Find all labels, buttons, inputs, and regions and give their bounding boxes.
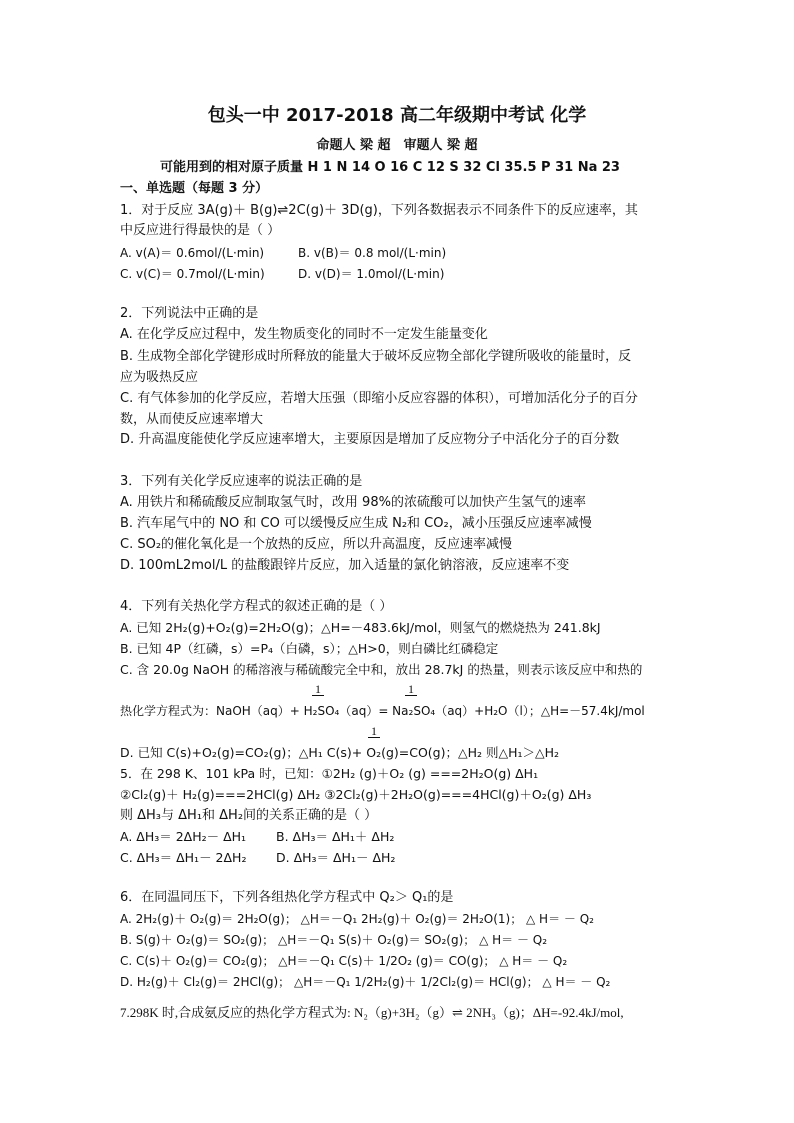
q3-option-c: C. SO₂的催化氧化是一个放热的反应，所以升高温度，反应速率减慢 (120, 537, 513, 552)
q6-option-a: A. 2H₂(g)＋ O₂(g)＝ 2H₂O(g)； △H＝－Q₁ 2H₂(g)＋ O₂(g)＝ 2H₂O(1)； △ H＝ － Q₂ (120, 912, 594, 926)
q2-option-c-line2: 数，从而使反应速率增大 (120, 412, 264, 427)
q1-option-a: A. v(A)＝ 0.6mol/(L·min) (120, 246, 265, 260)
q1-stem-line1: 1．对于反应 3A(g)＋ B(g)⇌2C(g)＋ 3D(g)，下列各数据表示不同条件下的反应速率，其 (120, 203, 638, 218)
q2-option-a: A. 在化学反应过程中，发生物质变化的同时不一定发生能量变化 (120, 327, 488, 342)
q5-option-b: B. ΔH₃＝ ΔH₁＋ ΔH₂ (276, 829, 395, 844)
q6-option-b: B. S(g)＋ O₂(g)＝ SO₂(g)； △H＝－Q₁ S(s)＋ O₂(g)＝ SO₂(g)； △ H＝ － Q₂ (120, 933, 548, 947)
q4-option-d: D. 已知 C(s)+O₂(g)=CO₂(g)；△H₁ C(s)+ O₂(g)=CO(g)；△H₂ 则△H₁＞△H₂ (120, 745, 560, 760)
q4-stem: 4．下列有关热化学方程式的叙述正确的是（ ） (120, 599, 393, 614)
q4-option-c-line1: C. 含 20.0g NaOH 的稀溶液与稀硫酸完全中和，放出 28.7kJ 的热量，则表示该反应中和热的 (120, 662, 643, 677)
q4-option-a: A. 已知 2H₂(g)+O₂(g)=2H₂O(g)；△H=－483.6kJ/mol，则氢气的燃烧热为 241.8kJ (120, 620, 601, 635)
fraction-numerator: 1 (315, 682, 321, 696)
fraction-numerator: 1 (371, 724, 377, 738)
q4-option-b: B. 已知 4P（红磷，s）=P₄（白磷，s）；△H>0，则白磷比红磷稳定 (120, 641, 499, 656)
q6-option-c: C. C(s)＋ O₂(g)＝ CO₂(g)； △H＝－Q₁ C(s)＋ 1/2O₂ (g)＝ CO(g)； △ H＝ － Q₂ (120, 954, 568, 968)
q3-option-a: A. 用铁片和稀硫酸反应制取氢气时，改用 98%的浓硫酸可以加快产生氢气的速率 (120, 495, 586, 510)
q2-option-c-line1: C. 有气体参加的化学反应，若增大压强（即缩小反应容器的体积），可增加活化分子的百分 (120, 391, 638, 406)
fraction-half-1 (312, 683, 324, 696)
authors-line: 命题人 梁 超 审题人 梁 超 (316, 138, 478, 153)
q5-stem2: 则 ΔH₃与 ΔH₁和 ΔH₂间的关系正确的是（ ） (120, 808, 378, 823)
q5-equations: ②Cl₂(g)＋ H₂(g)===2HCl(g) ΔH₂ ③2Cl₂(g)＋2H₂O(g)===4HCl(g)＋O₂(g) ΔH₃ (120, 787, 592, 802)
q6-option-d: D. H₂(g)＋ Cl₂(g)＝ 2HCl(g)； △H＝－Q₁ 1/2H₂(g)＋ 1/2Cl₂(g)＝ HCl(g)； △ H＝ － Q₂ (120, 975, 611, 989)
q3-option-d: D. 100mL2mol/L 的盐酸跟锌片反应，加入适量的氯化钠溶液，反应速率不变 (120, 558, 570, 573)
page-title: 包头一中 2017-2018 高二年级期中考试 化学 (207, 105, 587, 126)
q2-stem: 2．下列说法中正确的是 (120, 306, 259, 321)
q4-option-c-line2: 热化学方程式为：NaOH（aq）+ H₂SO₄（aq）= Na₂SO₄（aq）+H₂O（l）；△H=－57.4kJ/mol (120, 704, 645, 718)
q6-stem: 6．在同温同压下，下列各组热化学方程式中 Q₂＞ Q₁的是 (120, 890, 454, 905)
q3-option-b: B. 汽车尾气中的 NO 和 CO 可以缓慢反应生成 N₂和 CO₂，减小压强反应速率减慢 (120, 516, 592, 531)
q5-stem: 5．在 298 K、101 kPa 时，已知：①2H₂ (g)＋O₂ (g) ===2H₂O(g) ΔH₁ (120, 766, 539, 781)
q5-option-d: D. ΔH₃＝ ΔH₁－ ΔH₂ (276, 850, 396, 865)
q1-stem-line2: 中反应进行得最快的是（ ） (120, 223, 281, 238)
q2-option-b-line1: B. 生成物全部化学键形成时所释放的能量大于破坏反应物全部化学键所吸收的能量时，反 (120, 349, 632, 364)
section-heading: 一、单选题（每题 3 分） (120, 181, 269, 196)
q1-option-c: C. v(C)＝ 0.7mol/(L·min) (120, 267, 265, 281)
q3-stem: 3．下列有关化学反应速率的说法正确的是 (120, 474, 363, 489)
q2-option-d: D. 升高温度能使化学反应速率增大，主要原因是增加了反应物分子中活化分子的百分数 (120, 432, 620, 447)
atomic-masses-line: 可能用到的相对原子质量 H 1 N 14 O 16 C 12 S 32 Cl 35.5 P 31 Na 23 (160, 160, 620, 175)
fraction-half-2 (405, 683, 417, 696)
q5-option-a: A. ΔH₃＝ 2ΔH₂－ ΔH₁ (120, 829, 247, 844)
q2-option-b-line2: 应为吸热反应 (120, 370, 199, 385)
q5-option-c: C. ΔH₃＝ ΔH₁－ 2ΔH₂ (120, 850, 247, 865)
q1-option-d: D. v(D)＝ 1.0mol/(L·min) (298, 267, 445, 281)
q1-option-b: B. v(B)＝ 0.8 mol/(L·min) (298, 246, 447, 260)
fraction-numerator: 1 (408, 682, 414, 696)
fraction-half-3 (368, 725, 380, 738)
q7-stem: 7.298K 时,合成氨反应的热化学方程式为: N₂（g)+3H₂（g）⇌ 2NH₃（g)；ΔH=-92.4kJ/mol, (120, 1005, 624, 1020)
